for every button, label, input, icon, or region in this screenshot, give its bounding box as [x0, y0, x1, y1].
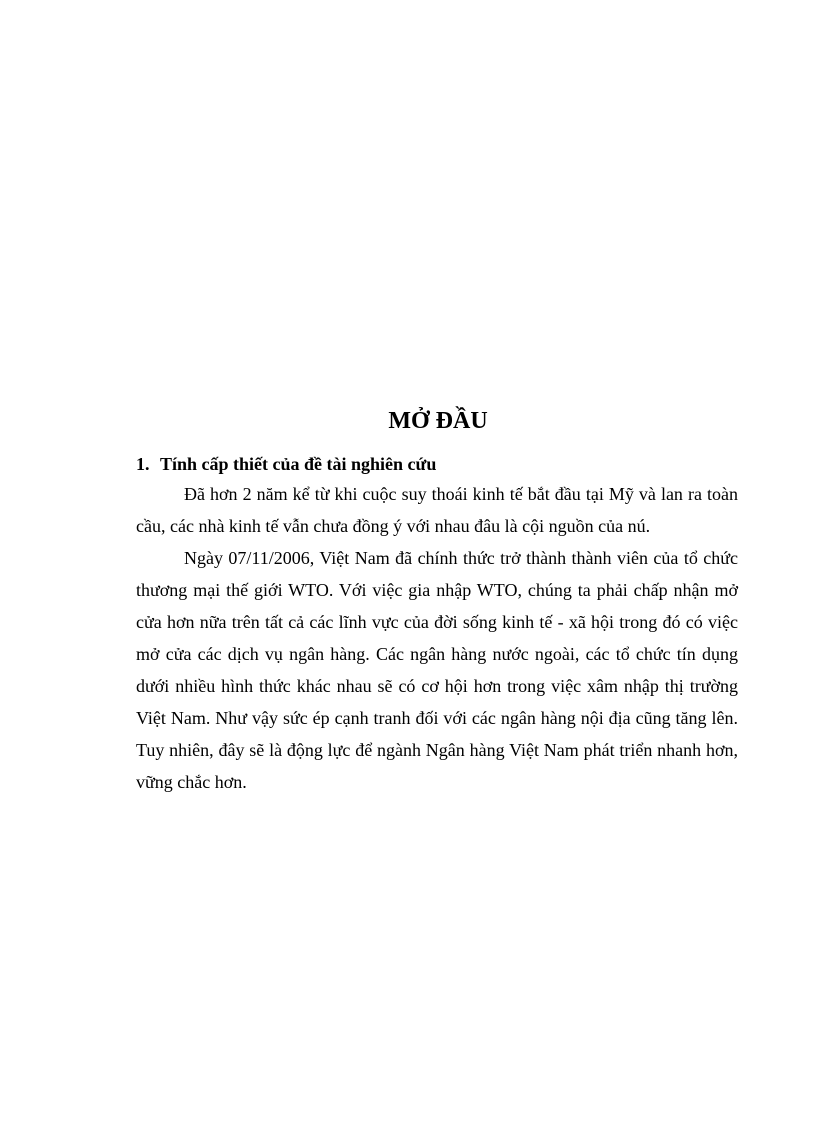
section-number: 1.: [136, 454, 150, 474]
section-heading: [136, 451, 436, 477]
page-title: MỞ ĐẦU: [388, 408, 488, 434]
paragraph-2: Ngày 07/11/2006, Việt Nam đã chính thức trở thành thành viên của tổ chức thương mại thế giới WTO. Với việc gia nhập WTO, chúng ta phải chấp nhận mở cửa hơn nữa trên tất cả các lĩnh vực của đời sống kinh tế - xã hội trong đó có việc mở cửa các dịch vụ ngân hàng. Các ngân hàng nước ngoài, các tổ chức tín dụng dưới nhiều hình thức khác nhau sẽ có cơ hội hơn trong việc xâm nhập thị trường Việt Nam. Như vậy sức ép cạnh tranh đối với các ngân hàng nội địa cũng tăng lên. Tuy nhiên, đây sẽ là động lực để ngành Ngân hàng Việt Nam phát triển nhanh hơn, vững chắc hơn.: [136, 548, 738, 792]
section-heading-text: Tính cấp thiết của đề tài nghiên cứu: [160, 454, 437, 474]
paragraph-1: Đã hơn 2 năm kể từ khi cuộc suy thoái kinh tế bắt đầu tại Mỹ và lan ra toàn cầu, các nhà kinh tế vẫn chưa đồng ý với nhau đâu là cội nguồn của nú.: [136, 484, 738, 536]
